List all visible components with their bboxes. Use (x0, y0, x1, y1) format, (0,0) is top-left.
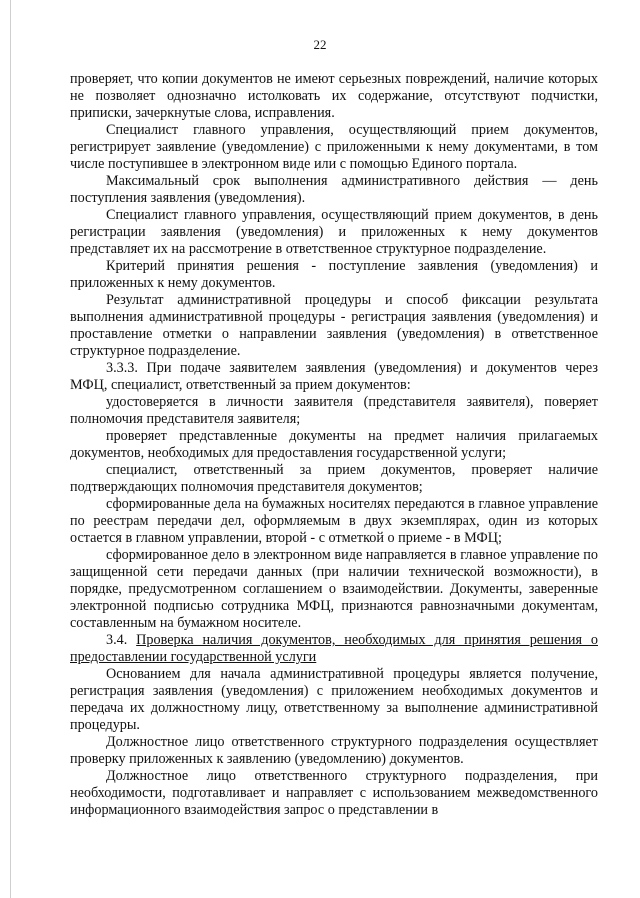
paragraph: специалист, ответственный за прием документов, проверяет наличие подтверждающих полномочия представителя документов; (70, 462, 598, 495)
paragraph: Должностное лицо ответственного структурного подразделения осуществляет проверку приложенных к заявлению (уведомлению) документов. (70, 734, 598, 767)
paragraph: сформированное дело в электронном виде направляется в главное управление по защищенной сети передачи данных (при наличии технической возможности), в порядке, предусмотренном соглашением о взаимодействии. Документы, заверенные электронной подписью сотрудника МФЦ, признаются равнозначными документам, составленным на бумажном носителе. (70, 547, 598, 631)
paragraph: Критерий принятия решения - поступление заявления (уведомления) и приложенных к нему документов. (70, 258, 598, 291)
paragraph: Максимальный срок выполнения административного действия — день поступления заявления (уведомления). (70, 173, 598, 206)
paragraph: Результат административной процедуры и способ фиксации результата выполнения административной процедуры - регистрация заявления (уведомления) и проставление отметки о направлении заявления (уведомления) в ответственное структурное подразделение. (70, 292, 598, 359)
paragraph: Специалист главного управления, осуществляющий прием документов, в день регистрации заявления (уведомления) и приложенных к нему документов представляет их на рассмотрение в ответственное структурное подразделение. (70, 207, 598, 257)
paragraph: проверяет, что копии документов не имеют серьезных повреждений, наличие которых не позволяет однозначно истолковать их содержание, отсутствуют подчистки, приписки, зачеркнутые слова, исправления. (70, 71, 598, 121)
page-number: 22 (313, 37, 327, 52)
section-number: 3.4. (106, 632, 128, 648)
paragraph: Основанием для начала административной процедуры является получение, регистрация заявления (уведомления) с приложением необходимых документов и передача их должностному лицу, ответственному за выполнение административной процедуры. (70, 666, 598, 733)
paragraph: удостоверяется в личности заявителя (представителя заявителя), поверяет полномочия представителя заявителя; (70, 394, 598, 427)
section-heading (70, 632, 598, 666)
section-title: Проверка наличия документов, необходимых для принятия решения о предоставлении государственной услуги (70, 632, 598, 665)
paragraph: Должностное лицо ответственного структурного подразделения, при необходимости, подготавливает и направляет с использованием межведомственного информационного взаимодействия запрос о представлении в (70, 768, 598, 818)
paragraph: 3.3.3. При подаче заявителем заявления (уведомления) и документов через МФЦ, специалист, ответственный за прием документов: (70, 360, 598, 393)
paragraph: проверяет представленные документы на предмет наличия прилагаемых документов, необходимых для предоставления государственной услуги; (70, 428, 598, 461)
scan-edge-line (10, 0, 11, 898)
paragraph: сформированные дела на бумажных носителях передаются в главное управление по реестрам передачи дел, оформляемым в двух экземплярах, один из которых остается в главном управлении, второй - с отметкой о приеме - в МФЦ; (70, 496, 598, 546)
paragraph: Специалист главного управления, осуществляющий прием документов, регистрирует заявление (уведомление) с приложенными к нему документами, в том числе поступившее в электронном виде или с помощью Единого портала. (70, 122, 598, 172)
document-body (70, 71, 598, 819)
